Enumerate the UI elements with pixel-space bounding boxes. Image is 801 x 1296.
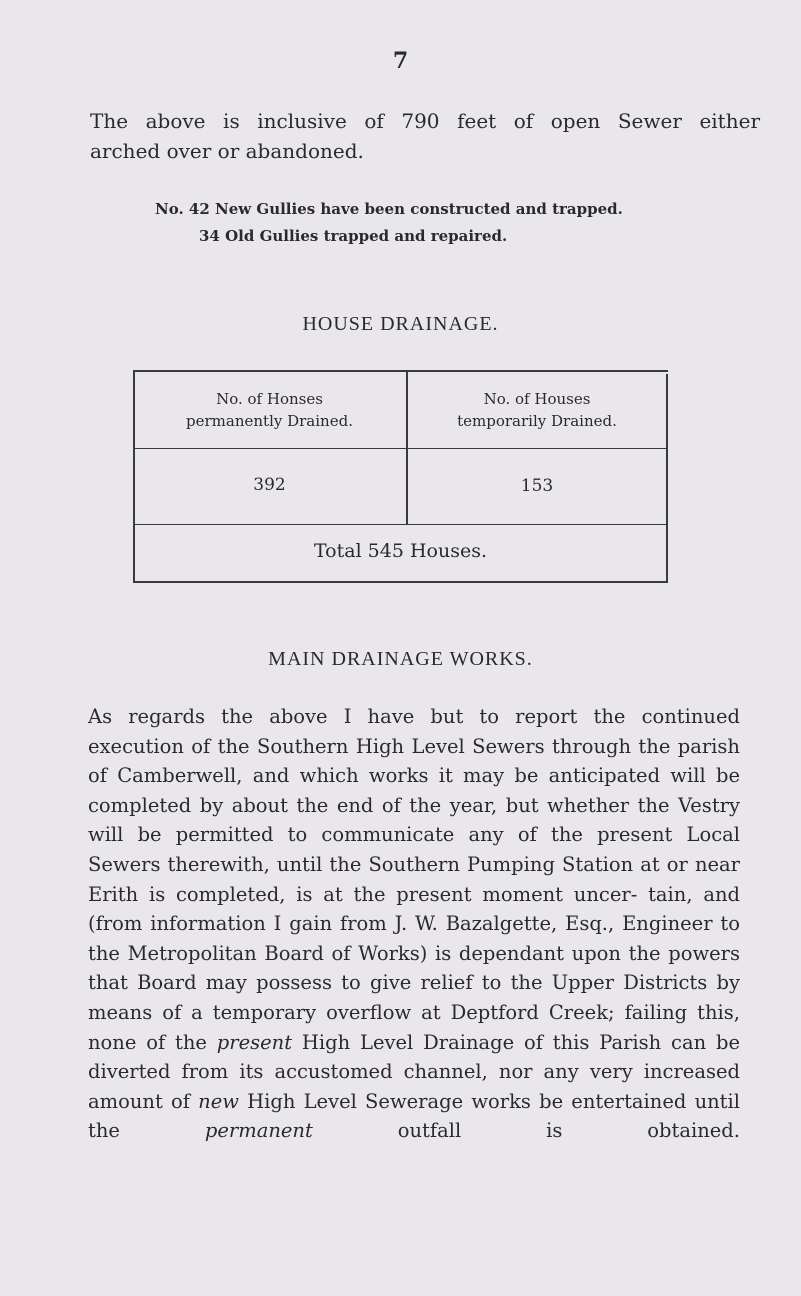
table-rule-bottom <box>133 581 668 583</box>
value-permanent: 392 <box>253 475 286 495</box>
header-permanent-line-1: No. of Honses <box>216 390 323 408</box>
table-total: Total 545 Houses. <box>313 540 488 562</box>
table-rule-values <box>133 524 668 525</box>
table-rule-top <box>133 370 668 372</box>
paragraph-part-4: outfall is obtained. <box>397 1119 740 1143</box>
intro-line-1: The above is inclusive of 790 feet of open Sewer either <box>90 109 760 133</box>
header-permanent <box>133 388 406 432</box>
paragraph-part-2: High Level Drainage of this Parish can be diverted from its accustomed channel, nor any very increased amount of <box>88 1030 741 1113</box>
house-drainage-heading: HOUSE DRAINAGE. <box>302 313 499 335</box>
intro-paragraph <box>90 106 760 166</box>
header-temporary-line-2: temporarily Drained. <box>457 412 617 430</box>
header-temporary-line-1: No. of Houses <box>483 390 591 408</box>
emphasis-new: new <box>198 1089 239 1113</box>
value-temporary: 153 <box>520 476 554 496</box>
emphasis-present: present <box>216 1030 293 1054</box>
intro-line-2: arched over or abandoned. <box>90 139 364 163</box>
house-drainage-table <box>133 368 668 584</box>
main-drainage-paragraph <box>88 702 740 1146</box>
gullies-new: No. 42 New Gullies have been constructed and trapped. <box>155 200 623 218</box>
page-number: 7 <box>392 48 409 74</box>
header-permanent-line-2: permanently Drained. <box>186 412 353 430</box>
paragraph-part-3: High Level Sewerage works be entertained until the <box>88 1089 740 1143</box>
gullies-old: 34 Old Gullies trapped and repaired. <box>199 227 508 245</box>
header-temporary <box>407 388 667 432</box>
gullies-summary <box>155 196 623 250</box>
table-rule-header <box>133 448 668 449</box>
emphasis-permanent: permanent <box>204 1119 313 1143</box>
paragraph-part-1: As regards the above I have but to report the continued execution of the Southern High Level Sewers through the parish of Camberwell, and which works it may be anticipated will be completed by about the end of the year, but whether the Vestry will be permitted to communicate any of the present Local Sewers therewith, until the Southern Pumping Station at or near Erith is completed, is at the present moment uncer- tain, and (from information I gain from J. W. Bazalgette, Esq., Engineer to the Metropolitan Board of Works) is dependant upon the powers that Board may possess to give relief to the Upper Districts by means of a temporary overflow at Deptford Creek; failing this, none of the <box>88 705 740 1054</box>
main-drainage-heading: MAIN DRAINAGE WORKS. <box>268 648 533 670</box>
